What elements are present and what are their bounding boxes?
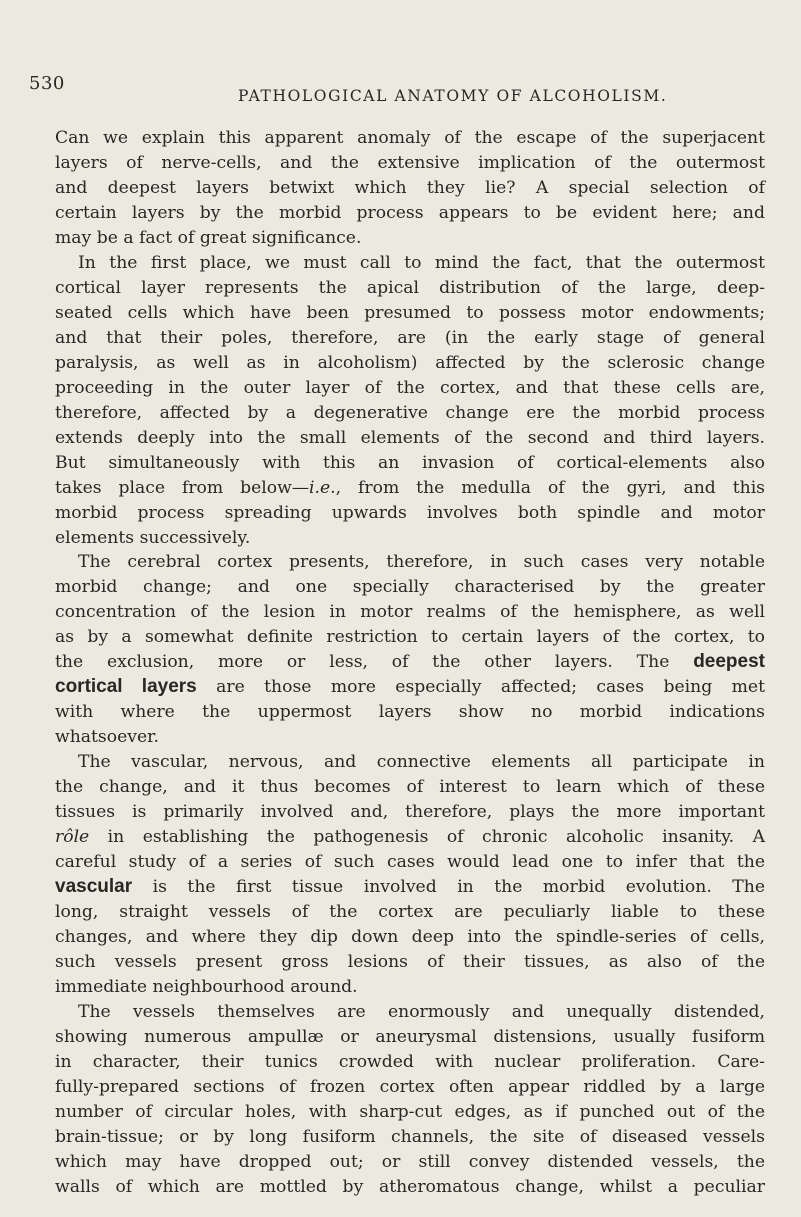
text-line: takes place from below—i.e., from the medulla of the gyri, and this xyxy=(55,477,766,498)
text-line: fully-prepared sections of frozen cortex often appear riddled by a large xyxy=(55,1076,765,1097)
emphasized-term: deepest xyxy=(693,651,765,673)
text-line: elements successively. xyxy=(55,527,251,548)
text-line: extends deeply into the small elements of the second and third layers. xyxy=(55,427,765,448)
text-line: morbid change; and one specially characterised by the greater xyxy=(55,577,765,598)
text-line: tissues is primarily involved and, therefore, plays the more important xyxy=(55,802,765,823)
text-line: proceeding in the outer layer of the cortex, and that these cells are, xyxy=(55,377,765,398)
emphasized-term: cortical layers xyxy=(55,676,197,698)
text-line: rôle in establishing the pathogenesis of chronic alcoholic insanity. A xyxy=(55,827,765,848)
text-line: cortical layer represents the apical distribution of the large, deep- xyxy=(55,277,765,298)
text-line: But simultaneously with this an invasion of cortical-elements also xyxy=(55,452,765,473)
emphasized-term: vascular xyxy=(55,876,133,898)
text-line: whatsoever. xyxy=(55,727,159,748)
text-line: as by a somewhat definite restriction to certain layers of the cortex, to xyxy=(55,627,765,648)
text-line: The vessels themselves are enormously and unequally distended, xyxy=(78,1001,765,1022)
text-line: Can we explain this apparent anomaly of the escape of the superjacent xyxy=(55,128,765,148)
text-line: cortical layers are those more especially affected; cases being met xyxy=(55,676,765,698)
text-line: immediate neighbourhood around. xyxy=(55,976,358,997)
text-line: The vascular, nervous, and connective elements all participate in xyxy=(78,752,765,773)
text-line: therefore, affected by a degenerative change ere the morbid process xyxy=(55,402,765,423)
text-line: and deepest layers betwixt which they lie? A special selection of xyxy=(55,177,765,198)
text-line: and that their poles, therefore, are (in the early stage of general xyxy=(55,327,765,348)
text-line: showing numerous ampullæ or aneurysmal distensions, usually fusiform xyxy=(55,1026,765,1047)
text-line: number of circular holes, with sharp-cut edges, as if punched out of the xyxy=(55,1101,765,1122)
text-line: brain-tissue; or by long fusiform channels, the site of diseased vessels xyxy=(55,1126,765,1147)
text-line: walls of which are mottled by atheromatous change, whilst a peculiar xyxy=(55,1176,765,1197)
text-line: which may have dropped out; or still convey distended vessels, the xyxy=(55,1151,765,1172)
text-line: certain layers by the morbid process appears to be evident here; and xyxy=(55,202,765,223)
text-line: The cerebral cortex presents, therefore, in such cases very notable xyxy=(78,552,765,573)
text-line: may be a fact of great significance. xyxy=(55,227,362,248)
text-line: with where the uppermost layers show no morbid indications xyxy=(55,702,765,723)
text-line: seated cells which have been presumed to possess motor endowments; xyxy=(55,302,765,323)
text-line: morbid process spreading upwards involves both spindle and motor xyxy=(55,502,765,523)
text-line: paralysis, as well as in alcoholism) affected by the sclerosic change xyxy=(55,352,765,373)
text-line: such vessels present gross lesions of their tissues, as also of the xyxy=(55,951,765,972)
page-number: 530 xyxy=(29,73,65,94)
text-line: layers of nerve-cells, and the extensive implication of the outermost xyxy=(55,152,765,173)
text-line: in character, their tunics crowded with nuclear proliferation. Care- xyxy=(55,1051,765,1072)
text-line: the exclusion, more or less, of the other layers. The deepest xyxy=(55,651,765,673)
running-head: PATHOLOGICAL ANATOMY OF ALCOHOLISM. xyxy=(238,87,668,105)
text-line: the change, and it thus becomes of interest to learn which of these xyxy=(55,777,765,798)
text-line: concentration of the lesion in motor realms of the hemisphere, as well xyxy=(55,602,765,623)
text-line: vascular is the first tissue involved in the morbid evolution. The xyxy=(55,876,765,898)
text-line: In the first place, we must call to mind the fact, that the outermost xyxy=(78,252,765,273)
text-line: careful study of a series of such cases would lead one to infer that the xyxy=(55,852,765,873)
text-line: changes, and where they dip down deep into the spindle-series of cells, xyxy=(55,927,765,947)
text-line: long, straight vessels of the cortex are peculiarly liable to these xyxy=(55,902,765,923)
body-text xyxy=(55,126,765,1200)
